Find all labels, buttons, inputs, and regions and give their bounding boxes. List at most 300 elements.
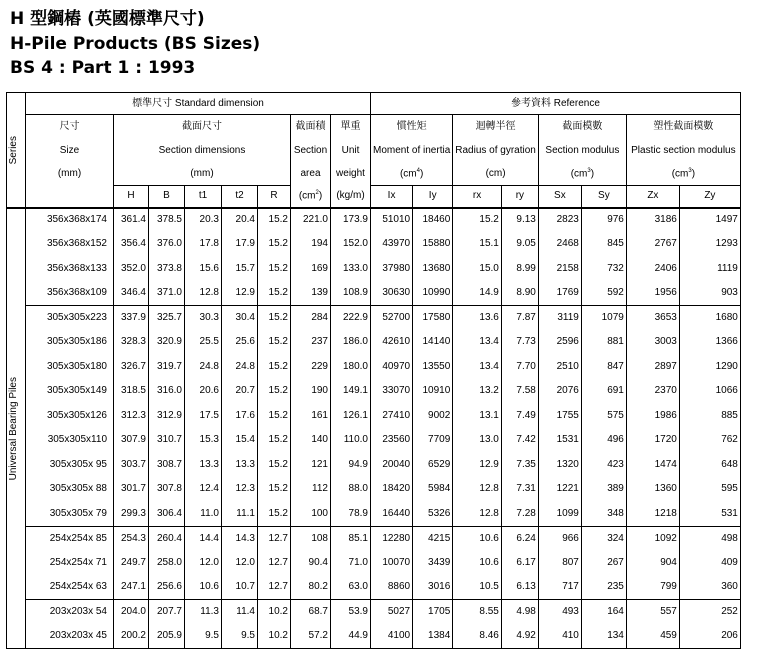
value-cell: 15.2	[258, 330, 291, 355]
size-unit: (mm)	[26, 163, 114, 186]
value-cell: 306.4	[149, 502, 185, 527]
series-cell	[7, 208, 26, 649]
value-cell: 12.7	[258, 575, 291, 600]
value-cell: 12.4	[185, 477, 222, 502]
value-cell: 169	[291, 257, 331, 282]
size-cell: 356x368x174	[26, 208, 114, 233]
value-cell: 17.9	[222, 232, 258, 257]
size-cell: 254x254x 71	[26, 551, 114, 576]
value-cell: 57.2	[291, 624, 331, 649]
modulus-unit-text: (cm	[570, 168, 588, 180]
size-cell: 305x305x 79	[26, 502, 114, 527]
value-cell: 190	[291, 379, 331, 404]
value-cell: 319.7	[149, 355, 185, 380]
value-cell: 3003	[626, 330, 679, 355]
value-cell: 15.2	[258, 232, 291, 257]
value-cell: 20040	[371, 453, 413, 478]
value-cell: 15.2	[258, 379, 291, 404]
value-cell: 15.2	[258, 428, 291, 453]
value-cell: 267	[581, 551, 626, 576]
weight-header-zh: 單重	[331, 115, 371, 139]
value-cell: 7.73	[501, 330, 538, 355]
value-cell: 360	[679, 575, 740, 600]
value-cell: 2468	[538, 232, 581, 257]
value-cell: 221.0	[291, 208, 331, 233]
value-cell: 9002	[413, 404, 453, 429]
value-cell: 310.7	[149, 428, 185, 453]
gyration-header-zh: 迴轉半徑	[453, 115, 539, 139]
plastic-header-zh: 塑性截面模數	[626, 115, 740, 139]
value-cell: 235	[581, 575, 626, 600]
value-cell: 5027	[371, 600, 413, 625]
value-cell: 762	[679, 428, 740, 453]
value-cell: 410	[538, 624, 581, 649]
value-cell: 9.05	[501, 232, 538, 257]
table-row	[7, 404, 741, 429]
value-cell: 13.2	[453, 379, 502, 404]
value-cell: 10.2	[258, 624, 291, 649]
value-cell: 1099	[538, 502, 581, 527]
value-cell: 1705	[413, 600, 453, 625]
value-cell: 328.3	[114, 330, 149, 355]
value-cell: 1497	[679, 208, 740, 233]
value-cell: 237	[291, 330, 331, 355]
value-cell: 12.0	[185, 551, 222, 576]
value-cell: 252	[679, 600, 740, 625]
value-cell: 1079	[581, 306, 626, 331]
col-r: R	[258, 186, 291, 208]
value-cell: 6.24	[501, 526, 538, 551]
reference-header: 參考資料 Reference	[371, 93, 741, 115]
value-cell: 312.9	[149, 404, 185, 429]
value-cell: 7.58	[501, 379, 538, 404]
value-cell: 7.42	[501, 428, 538, 453]
value-cell: 316.0	[149, 379, 185, 404]
col-sx: Sx	[538, 186, 581, 208]
value-cell: 68.7	[291, 600, 331, 625]
value-cell: 10.6	[453, 551, 502, 576]
value-cell: 3119	[538, 306, 581, 331]
value-cell: 222.9	[331, 306, 371, 331]
value-cell: 1366	[679, 330, 740, 355]
col-t2: t2	[222, 186, 258, 208]
series-header	[7, 93, 26, 208]
value-cell: 13680	[413, 257, 453, 282]
table-row	[7, 477, 741, 502]
inertia-header-en: Moment of inertia	[371, 139, 453, 163]
value-cell: 7.49	[501, 404, 538, 429]
inertia-unit-exp: 4	[416, 168, 420, 175]
value-cell: 4.92	[501, 624, 538, 649]
value-cell: 4.98	[501, 600, 538, 625]
value-cell: 80.2	[291, 575, 331, 600]
table-row	[7, 208, 741, 233]
value-cell: 6529	[413, 453, 453, 478]
table-row	[7, 551, 741, 576]
value-cell: 13.4	[453, 355, 502, 380]
value-cell: 15.2	[258, 281, 291, 306]
value-cell: 43970	[371, 232, 413, 257]
area-header-en: Section	[291, 139, 331, 163]
value-cell: 1360	[626, 477, 679, 502]
plastic-header-en: Plastic section modulus	[626, 139, 740, 163]
weight-header-en: Unit	[331, 139, 371, 163]
value-cell: 254.3	[114, 526, 149, 551]
weight-header-en2: weight	[331, 163, 371, 186]
value-cell: 126.1	[331, 404, 371, 429]
value-cell: 112	[291, 477, 331, 502]
value-cell: 2823	[538, 208, 581, 233]
value-cell: 14.4	[185, 526, 222, 551]
value-cell: 25.6	[222, 330, 258, 355]
value-cell: 1293	[679, 232, 740, 257]
table-row	[7, 306, 741, 331]
table-row	[7, 281, 741, 306]
value-cell: 173.9	[331, 208, 371, 233]
value-cell: 3653	[626, 306, 679, 331]
value-cell: 205.9	[149, 624, 185, 649]
plastic-unit-text: (cm	[671, 168, 689, 180]
size-cell: 254x254x 63	[26, 575, 114, 600]
value-cell: 307.9	[114, 428, 149, 453]
value-cell: 12280	[371, 526, 413, 551]
value-cell: 361.4	[114, 208, 149, 233]
value-cell: 3016	[413, 575, 453, 600]
value-cell: 10.5	[453, 575, 502, 600]
value-cell: 371.0	[149, 281, 185, 306]
col-t1: t1	[185, 186, 222, 208]
value-cell: 30.4	[222, 306, 258, 331]
inertia-unit	[371, 163, 453, 186]
plastic-unit-exp: 3	[688, 168, 692, 175]
value-cell: 12.7	[258, 526, 291, 551]
value-cell: 845	[581, 232, 626, 257]
value-cell: 15.2	[453, 208, 502, 233]
value-cell: 324	[581, 526, 626, 551]
value-cell: 16440	[371, 502, 413, 527]
value-cell: 7.87	[501, 306, 538, 331]
value-cell: 531	[679, 502, 740, 527]
value-cell: 13.1	[453, 404, 502, 429]
size-cell: 203x203x 54	[26, 600, 114, 625]
size-cell: 305x305x126	[26, 404, 114, 429]
value-cell: 17.6	[222, 404, 258, 429]
value-cell: 7709	[413, 428, 453, 453]
value-cell: 2076	[538, 379, 581, 404]
inertia-unit-text: (cm	[399, 168, 417, 180]
value-cell: 320.9	[149, 330, 185, 355]
value-cell: 2158	[538, 257, 581, 282]
col-ix: Ix	[371, 186, 413, 208]
col-zx: Zx	[626, 186, 679, 208]
value-cell: 2406	[626, 257, 679, 282]
value-cell: 63.0	[331, 575, 371, 600]
value-cell: 247.1	[114, 575, 149, 600]
value-cell: 12.9	[453, 453, 502, 478]
value-cell: 13.3	[185, 453, 222, 478]
value-cell: 15.3	[185, 428, 222, 453]
value-cell: 15.2	[258, 477, 291, 502]
value-cell: 8.99	[501, 257, 538, 282]
value-cell: 12.8	[453, 502, 502, 527]
value-cell: 9.13	[501, 208, 538, 233]
col-b: B	[149, 186, 185, 208]
area-unit-text: (cm	[298, 190, 316, 202]
value-cell: 20.6	[185, 379, 222, 404]
value-cell: 11.3	[185, 600, 222, 625]
value-cell: 15.2	[258, 404, 291, 429]
value-cell: 14.9	[453, 281, 502, 306]
value-cell: 9.5	[222, 624, 258, 649]
value-cell: 10.2	[258, 600, 291, 625]
modulus-unit	[538, 163, 626, 186]
value-cell: 30.3	[185, 306, 222, 331]
value-cell: 8.46	[453, 624, 502, 649]
value-cell: 459	[626, 624, 679, 649]
value-cell: 11.4	[222, 600, 258, 625]
value-cell: 14.3	[222, 526, 258, 551]
value-cell: 2596	[538, 330, 581, 355]
table-row	[7, 453, 741, 478]
value-cell: 4215	[413, 526, 453, 551]
value-cell: 498	[679, 526, 740, 551]
size-cell: 305x305x223	[26, 306, 114, 331]
value-cell: 12.3	[222, 477, 258, 502]
value-cell: 161	[291, 404, 331, 429]
value-cell: 229	[291, 355, 331, 380]
value-cell: 18420	[371, 477, 413, 502]
value-cell: 348	[581, 502, 626, 527]
value-cell: 1119	[679, 257, 740, 282]
value-cell: 12.8	[185, 281, 222, 306]
value-cell: 15.2	[258, 306, 291, 331]
size-cell: 356x368x133	[26, 257, 114, 282]
value-cell: 249.7	[114, 551, 149, 576]
value-cell: 17.8	[185, 232, 222, 257]
value-cell: 186.0	[331, 330, 371, 355]
weight-unit: (kg/m)	[331, 186, 371, 208]
value-cell: 592	[581, 281, 626, 306]
section-header-en: Section dimensions	[114, 139, 291, 163]
value-cell: 1680	[679, 306, 740, 331]
value-cell: 10070	[371, 551, 413, 576]
value-cell: 5326	[413, 502, 453, 527]
value-cell: 717	[538, 575, 581, 600]
value-cell: 346.4	[114, 281, 149, 306]
value-cell: 24.8	[185, 355, 222, 380]
value-cell: 6.13	[501, 575, 538, 600]
col-ry: ry	[501, 186, 538, 208]
value-cell: 256.6	[149, 575, 185, 600]
value-cell: 7.28	[501, 502, 538, 527]
value-cell: 204.0	[114, 600, 149, 625]
table-row	[7, 232, 741, 257]
size-subheader	[26, 186, 114, 208]
value-cell: 409	[679, 551, 740, 576]
value-cell: 389	[581, 477, 626, 502]
value-cell: 356.4	[114, 232, 149, 257]
value-cell: 258.0	[149, 551, 185, 576]
size-cell: 305x305x 88	[26, 477, 114, 502]
value-cell: 595	[679, 477, 740, 502]
table-row	[7, 600, 741, 625]
value-cell: 51010	[371, 208, 413, 233]
size-cell: 203x203x 45	[26, 624, 114, 649]
value-cell: 976	[581, 208, 626, 233]
value-cell: 378.5	[149, 208, 185, 233]
plastic-unit	[626, 163, 740, 186]
title-english: H-Pile Products (BS Sizes)	[10, 34, 261, 54]
value-cell: 15.7	[222, 257, 258, 282]
value-cell: 27410	[371, 404, 413, 429]
value-cell: 207.7	[149, 600, 185, 625]
value-cell: 2370	[626, 379, 679, 404]
table-row	[7, 257, 741, 282]
value-cell: 15.1	[453, 232, 502, 257]
value-cell: 149.1	[331, 379, 371, 404]
value-cell: 847	[581, 355, 626, 380]
value-cell: 15.6	[185, 257, 222, 282]
value-cell: 312.3	[114, 404, 149, 429]
value-cell: 110.0	[331, 428, 371, 453]
value-cell: 13.3	[222, 453, 258, 478]
value-cell: 13.0	[453, 428, 502, 453]
value-cell: 8860	[371, 575, 413, 600]
value-cell: 20.3	[185, 208, 222, 233]
series-label: Universal Bearing Piles	[8, 376, 19, 480]
area-unit	[291, 186, 331, 208]
gyration-header-en: Radius of gyration	[453, 139, 539, 163]
value-cell: 10.6	[185, 575, 222, 600]
standard-reference: BS 4 : Part 1 : 1993	[10, 58, 196, 78]
value-cell: 44.9	[331, 624, 371, 649]
col-iy: Iy	[413, 186, 453, 208]
value-cell: 13.4	[453, 330, 502, 355]
value-cell: 52700	[371, 306, 413, 331]
value-cell: 2767	[626, 232, 679, 257]
value-cell: 1956	[626, 281, 679, 306]
value-cell: 575	[581, 404, 626, 429]
value-cell: 17.5	[185, 404, 222, 429]
value-cell: 799	[626, 575, 679, 600]
size-cell: 356x368x109	[26, 281, 114, 306]
value-cell: 732	[581, 257, 626, 282]
col-sy: Sy	[581, 186, 626, 208]
value-cell: 4100	[371, 624, 413, 649]
title-chinese: H 型鋼樁 (英國標準尺寸)	[10, 9, 205, 29]
value-cell: 14140	[413, 330, 453, 355]
value-cell: 13550	[413, 355, 453, 380]
col-zy: Zy	[679, 186, 740, 208]
value-cell: 1092	[626, 526, 679, 551]
value-cell: 15.2	[258, 208, 291, 233]
value-cell: 5984	[413, 477, 453, 502]
area-unit-close: )	[318, 190, 323, 202]
value-cell: 10910	[413, 379, 453, 404]
value-cell: 20.7	[222, 379, 258, 404]
value-cell: 691	[581, 379, 626, 404]
value-cell: 121	[291, 453, 331, 478]
value-cell: 1474	[626, 453, 679, 478]
area-header-en2: area	[291, 163, 331, 186]
value-cell: 318.5	[114, 379, 149, 404]
value-cell: 1320	[538, 453, 581, 478]
value-cell: 807	[538, 551, 581, 576]
value-cell: 1218	[626, 502, 679, 527]
value-cell: 15.4	[222, 428, 258, 453]
value-cell: 1384	[413, 624, 453, 649]
value-cell: 90.4	[291, 551, 331, 576]
value-cell: 206	[679, 624, 740, 649]
value-cell: 284	[291, 306, 331, 331]
value-cell: 885	[679, 404, 740, 429]
value-cell: 326.7	[114, 355, 149, 380]
value-cell: 100	[291, 502, 331, 527]
area-unit-exp: 2	[315, 190, 319, 197]
value-cell: 2897	[626, 355, 679, 380]
value-cell: 15.2	[258, 453, 291, 478]
value-cell: 903	[679, 281, 740, 306]
value-cell: 71.0	[331, 551, 371, 576]
value-cell: 15880	[413, 232, 453, 257]
section-header-zh: 截面尺寸	[114, 115, 291, 139]
standard-dimension-header: 標準尺寸 Standard dimension	[26, 93, 371, 115]
value-cell: 307.8	[149, 477, 185, 502]
value-cell: 15.2	[258, 502, 291, 527]
value-cell: 33070	[371, 379, 413, 404]
value-cell: 376.0	[149, 232, 185, 257]
value-cell: 15.2	[258, 355, 291, 380]
value-cell: 134	[581, 624, 626, 649]
value-cell: 24.8	[222, 355, 258, 380]
value-cell: 308.7	[149, 453, 185, 478]
value-cell: 10990	[413, 281, 453, 306]
modulus-unit-exp: 3	[587, 168, 591, 175]
value-cell: 152.0	[331, 232, 371, 257]
size-header-zh: 尺寸	[26, 115, 114, 139]
value-cell: 94.9	[331, 453, 371, 478]
table-row	[7, 502, 741, 527]
modulus-header-en: Section modulus	[538, 139, 626, 163]
col-rx: rx	[453, 186, 502, 208]
value-cell: 108	[291, 526, 331, 551]
col-h: H	[114, 186, 149, 208]
size-cell: 305x305x149	[26, 379, 114, 404]
size-cell: 305x305x110	[26, 428, 114, 453]
value-cell: 139	[291, 281, 331, 306]
value-cell: 12.7	[258, 551, 291, 576]
value-cell: 6.17	[501, 551, 538, 576]
value-cell: 3186	[626, 208, 679, 233]
value-cell: 164	[581, 600, 626, 625]
section-unit: (mm)	[114, 163, 291, 186]
value-cell: 180.0	[331, 355, 371, 380]
value-cell: 25.5	[185, 330, 222, 355]
value-cell: 20.4	[222, 208, 258, 233]
value-cell: 18460	[413, 208, 453, 233]
value-cell: 496	[581, 428, 626, 453]
value-cell: 40970	[371, 355, 413, 380]
gyration-unit: (cm)	[453, 163, 539, 186]
size-cell: 305x305x186	[26, 330, 114, 355]
value-cell: 1755	[538, 404, 581, 429]
value-cell: 1769	[538, 281, 581, 306]
table-row	[7, 526, 741, 551]
size-cell: 305x305x180	[26, 355, 114, 380]
size-cell: 254x254x 85	[26, 526, 114, 551]
value-cell: 301.7	[114, 477, 149, 502]
value-cell: 11.1	[222, 502, 258, 527]
